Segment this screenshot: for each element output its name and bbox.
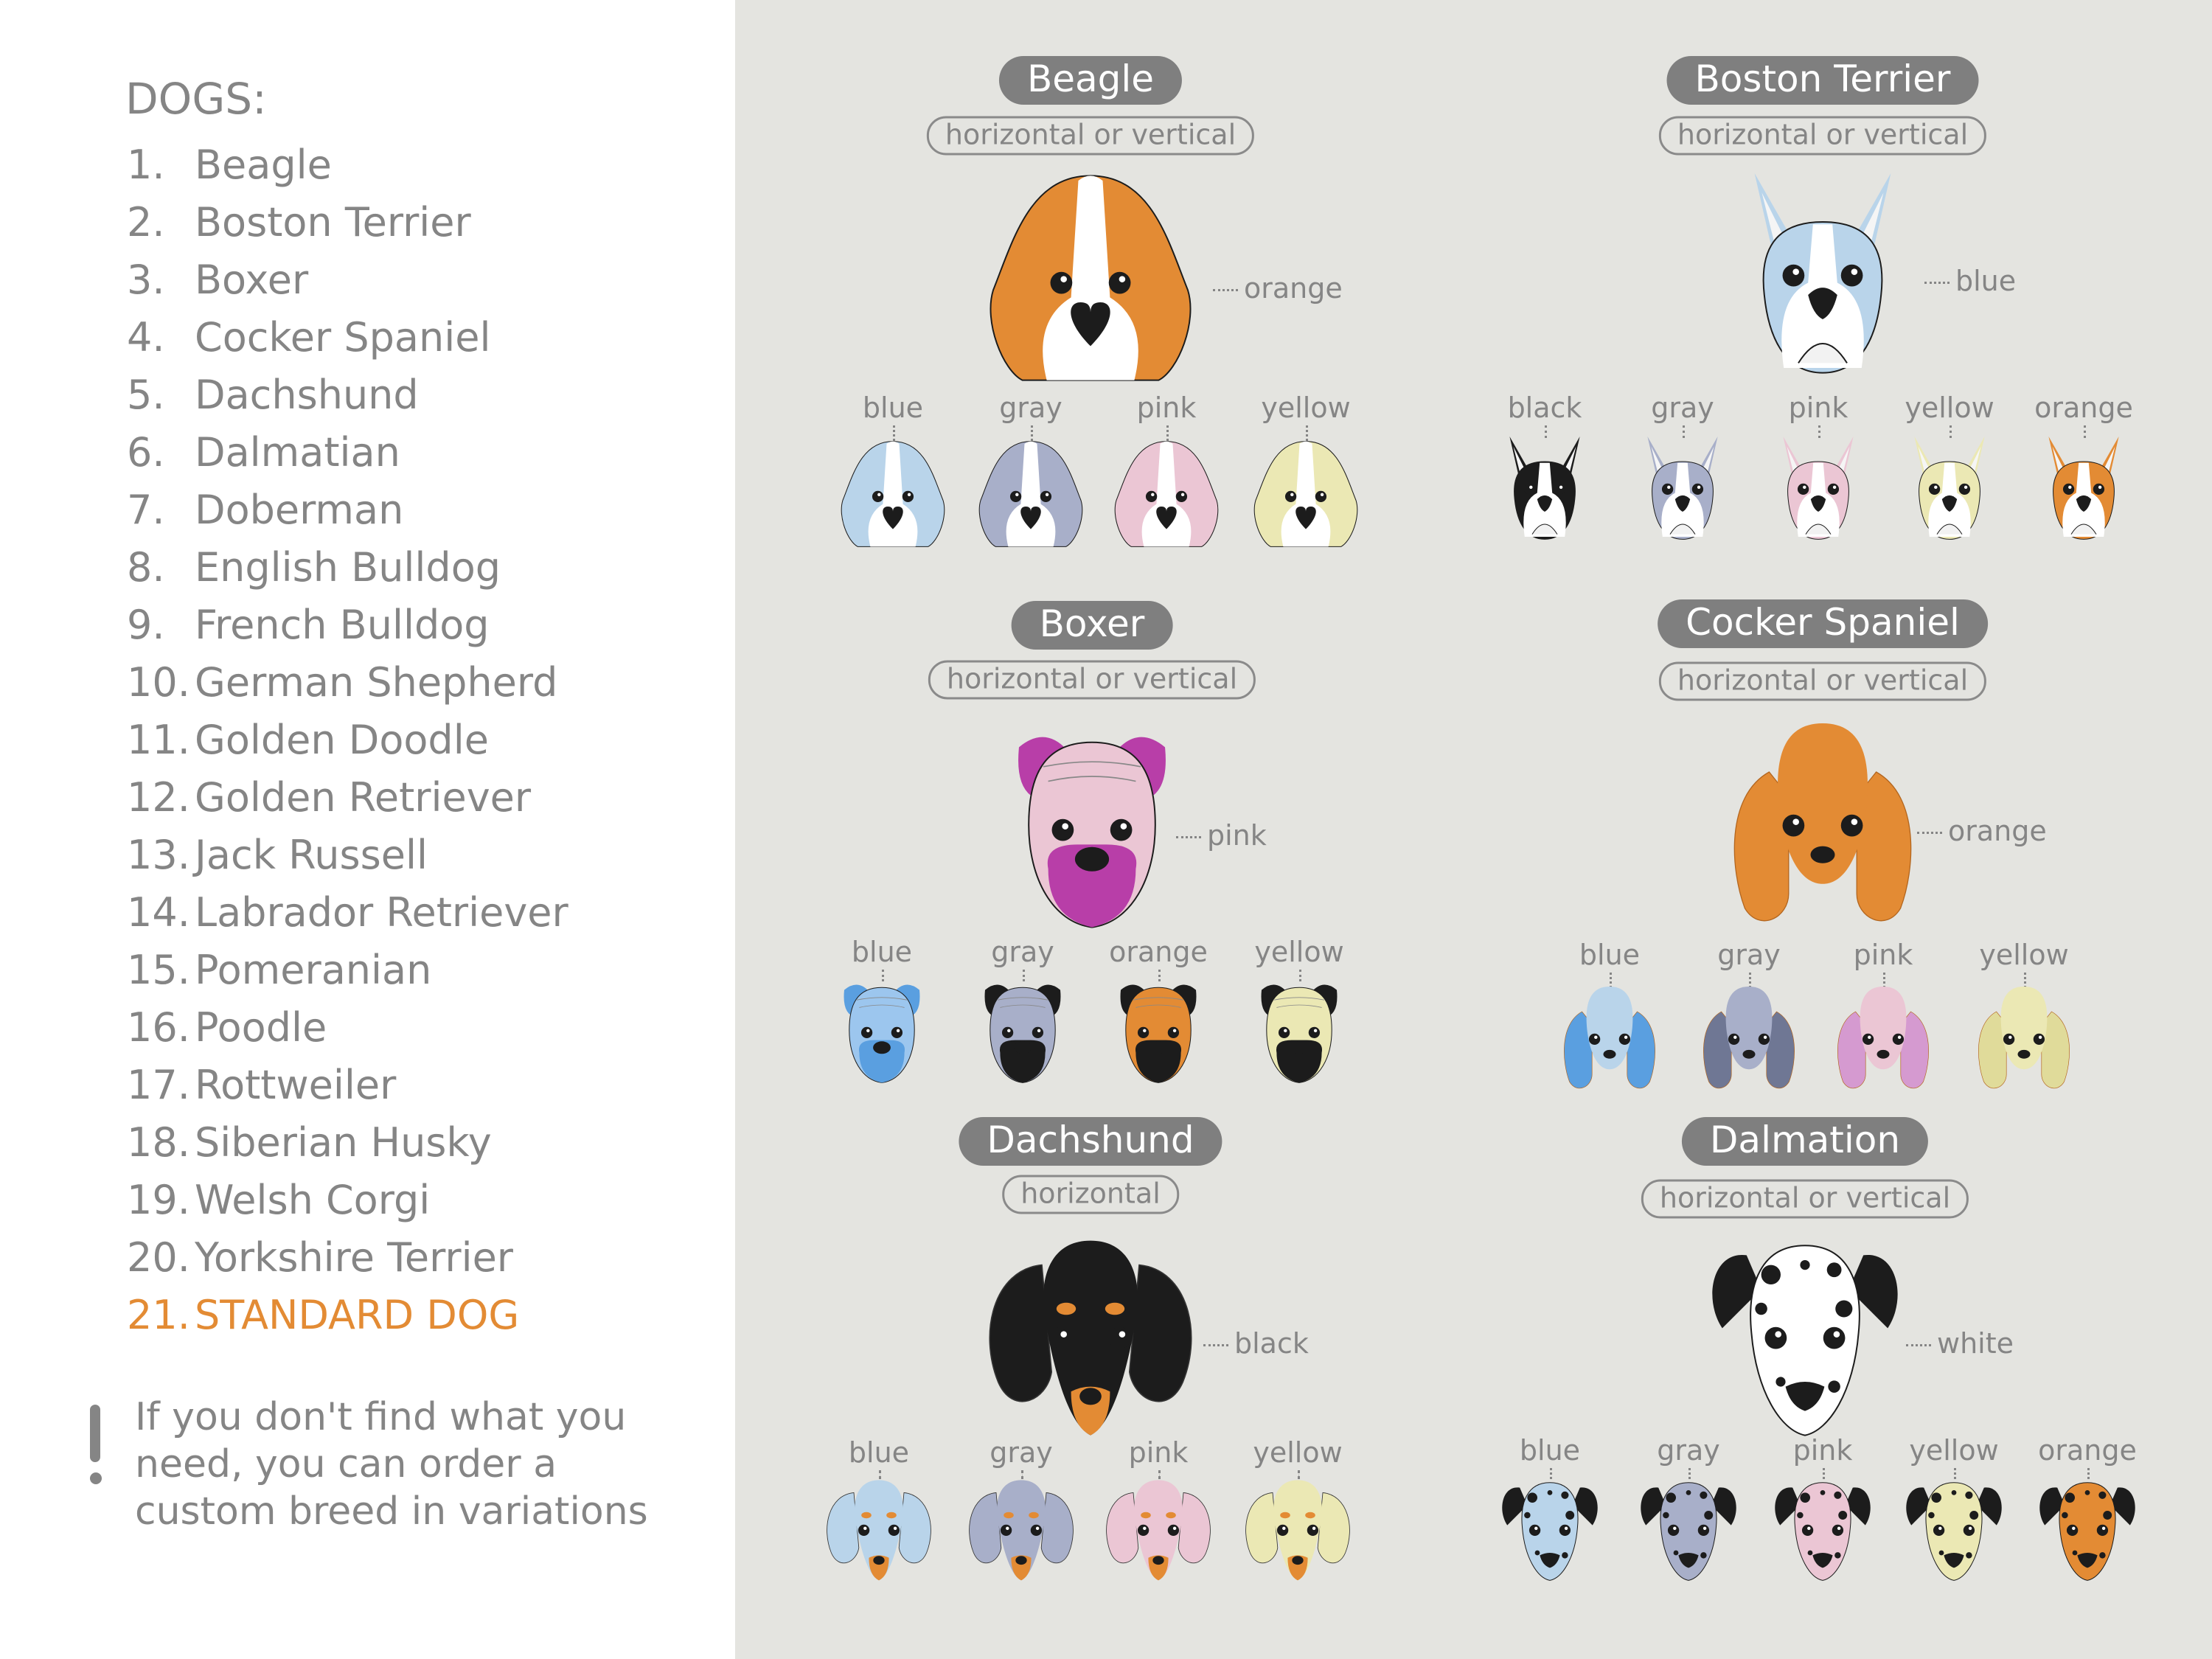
breed-list-item: [127, 372, 419, 418]
item-label: French Bulldog: [195, 602, 490, 648]
variant-color-label: yellow: [1909, 1434, 1999, 1467]
item-number: 3.: [127, 257, 165, 303]
item-label: Beagle: [195, 142, 332, 188]
variant-color-label: black: [1507, 392, 1582, 424]
boston-gray-variant-icon: [1620, 424, 1745, 549]
item-number: 6.: [127, 429, 165, 476]
breed-list-item: [127, 199, 471, 246]
item-label: Labrador Retriever: [195, 889, 568, 936]
cocker-pink-variant-icon: [1820, 974, 1946, 1099]
breed-title: Dachshund: [959, 1117, 1222, 1166]
variant-color-label: blue: [1579, 939, 1641, 971]
main-color-label: black: [1203, 1327, 1309, 1360]
item-number: 21.: [127, 1292, 190, 1338]
breed-list-item: [127, 947, 431, 993]
item-number: 16.: [127, 1004, 190, 1051]
cocker-blue-variant-icon: [1547, 974, 1672, 1099]
boston-pink-variant-icon: [1756, 424, 1881, 549]
breed-list-item: [127, 1004, 327, 1051]
orientation-badge: horizontal: [1002, 1175, 1179, 1214]
breed-title: Boston Terrier: [1667, 56, 1979, 105]
breed-list-item: [127, 1062, 396, 1108]
item-label: Cocker Spaniel: [195, 314, 491, 361]
exclamation-icon: [90, 1405, 100, 1486]
variant-color-label: blue: [862, 392, 924, 424]
breed-list-item: [127, 832, 428, 878]
item-number: 7.: [127, 487, 165, 533]
variant-color-label: yellow: [1254, 936, 1344, 968]
dachshund-pink-variant-icon: [1096, 1465, 1221, 1590]
beagle-gray-variant-icon: [968, 431, 1093, 557]
item-number: 9.: [127, 602, 165, 648]
breed-list-item: [127, 429, 400, 476]
item-label: Boston Terrier: [195, 199, 471, 246]
breed-list-item: [127, 602, 490, 648]
boston-orange-variant-icon: [2021, 424, 2146, 549]
breed-list-item: [127, 717, 489, 763]
variant-color-label: gray: [990, 1436, 1053, 1469]
item-label: Dalmatian: [195, 429, 400, 476]
breed-list-panel: [0, 0, 735, 1659]
variant-color-label: pink: [1128, 1436, 1189, 1469]
breed-list-item: [127, 1234, 513, 1281]
dalmatian-pink-variant-icon: [1760, 1465, 1885, 1590]
beagle-yellow-variant-icon: [1243, 431, 1368, 557]
item-number: 1.: [127, 142, 165, 188]
item-label: Golden Doodle: [195, 717, 489, 763]
breed-title: Dalmation: [1682, 1117, 1928, 1166]
breed-list-item: [127, 544, 501, 591]
item-label: Poodle: [195, 1004, 327, 1051]
breed-list-item: [127, 774, 531, 821]
item-number: 8.: [127, 544, 165, 591]
main-color-label: white: [1906, 1327, 2014, 1360]
item-label: Welsh Corgi: [195, 1177, 431, 1223]
orientation-badge: horizontal or vertical: [927, 116, 1254, 156]
item-number: 13.: [127, 832, 190, 878]
dalmatian-main-icon: [1683, 1211, 1927, 1455]
boston-main-icon: [1701, 149, 1944, 392]
list-title: DOGS:: [125, 74, 267, 124]
item-number: 5.: [127, 372, 165, 418]
boxer-orange-variant-icon: [1096, 967, 1221, 1093]
variant-color-label: yellow: [1979, 939, 2069, 971]
dalmatian-orange-variant-icon: [2025, 1465, 2150, 1590]
beagle-main-icon: [969, 156, 1212, 400]
variant-color-label: pink: [1136, 392, 1197, 424]
variant-color-label: blue: [848, 1436, 910, 1469]
orientation-badge: horizontal or vertical: [928, 661, 1256, 700]
item-label: Yorkshire Terrier: [195, 1234, 513, 1281]
item-label: Golden Retriever: [195, 774, 532, 821]
item-number: 2.: [127, 199, 165, 246]
variant-color-label: gray: [1651, 392, 1714, 424]
item-label: STANDARD DOG: [195, 1292, 520, 1338]
item-label: Boxer: [195, 257, 309, 303]
dachshund-gray-variant-icon: [959, 1465, 1084, 1590]
breed-list-item: [127, 659, 557, 706]
item-label: Pomeranian: [195, 947, 432, 993]
item-label: Siberian Husky: [195, 1119, 492, 1166]
item-number: 15.: [127, 947, 190, 993]
main-color-label: orange: [1917, 815, 2047, 847]
boxer-blue-variant-icon: [819, 967, 945, 1093]
dalmatian-gray-variant-icon: [1626, 1465, 1751, 1590]
item-number: 14.: [127, 889, 190, 936]
item-label: German Shepherd: [195, 659, 558, 706]
variant-color-label: blue: [851, 936, 913, 968]
main-color-label: orange: [1213, 272, 1343, 305]
cocker-gray-variant-icon: [1686, 974, 1812, 1099]
variant-color-label: pink: [1853, 939, 1913, 971]
variant-color-label: pink: [1792, 1434, 1853, 1467]
breed-title: Beagle: [999, 56, 1182, 105]
item-number: 18.: [127, 1119, 190, 1166]
variant-color-label: orange: [2034, 392, 2133, 424]
beagle-blue-variant-icon: [830, 431, 956, 557]
breed-title: Cocker Spaniel: [1658, 599, 1988, 648]
item-label: Jack Russell: [195, 832, 428, 878]
boxer-yellow-variant-icon: [1237, 967, 1362, 1093]
item-label: English Bulldog: [195, 544, 501, 591]
beagle-pink-variant-icon: [1104, 431, 1229, 557]
orientation-badge: horizontal or vertical: [1659, 116, 1986, 156]
item-number: 11.: [127, 717, 190, 763]
breed-list-item: [127, 487, 403, 533]
variant-color-label: yellow: [1261, 392, 1351, 424]
breed-list-item: [127, 142, 332, 188]
breed-list-item: [127, 889, 568, 936]
main-color-label: pink: [1176, 819, 1267, 852]
variant-color-label: orange: [1109, 936, 1208, 968]
orientation-badge: horizontal or vertical: [1659, 662, 1986, 701]
breed-title: Boxer: [1012, 601, 1173, 650]
variant-color-label: gray: [1657, 1434, 1720, 1467]
boston-black-variant-icon: [1482, 424, 1607, 549]
cocker-yellow-variant-icon: [1961, 974, 2087, 1099]
dachshund-yellow-variant-icon: [1235, 1465, 1360, 1590]
breed-list-item: [127, 1292, 519, 1338]
custom-breed-note: If you don't find what you need, you can order a custom breed in variations: [135, 1395, 648, 1534]
boxer-gray-variant-icon: [960, 967, 1085, 1093]
item-label: Rottweiler: [195, 1062, 397, 1108]
dachshund-blue-variant-icon: [816, 1465, 942, 1590]
orientation-badge: horizontal or vertical: [1641, 1180, 1969, 1219]
cocker-main-icon: [1701, 699, 1944, 942]
dalmatian-blue-variant-icon: [1487, 1465, 1613, 1590]
variant-color-label: yellow: [1905, 392, 1994, 424]
breed-list-item: [127, 314, 490, 361]
breed-list-item: [127, 257, 308, 303]
breed-list-item: [127, 1119, 492, 1166]
variant-color-label: pink: [1788, 392, 1848, 424]
item-number: 12.: [127, 774, 190, 821]
breed-list-item: [127, 1177, 430, 1223]
variant-color-label: gray: [999, 392, 1062, 424]
item-label: Doberman: [195, 487, 404, 533]
variant-color-label: yellow: [1253, 1436, 1343, 1469]
boston-yellow-variant-icon: [1887, 424, 2012, 549]
variant-color-label: blue: [1519, 1434, 1581, 1467]
variant-color-label: orange: [2038, 1434, 2137, 1467]
main-color-label: blue: [1924, 265, 2016, 297]
dalmatian-yellow-variant-icon: [1891, 1465, 2017, 1590]
variant-color-label: gray: [1717, 939, 1781, 971]
item-number: 20.: [127, 1234, 190, 1281]
dachshund-main-icon: [969, 1211, 1212, 1455]
item-number: 17.: [127, 1062, 190, 1108]
item-label: Dachshund: [195, 372, 419, 418]
item-number: 4.: [127, 314, 165, 361]
item-number: 19.: [127, 1177, 190, 1223]
variant-color-label: gray: [991, 936, 1054, 968]
item-number: 10.: [127, 659, 190, 706]
